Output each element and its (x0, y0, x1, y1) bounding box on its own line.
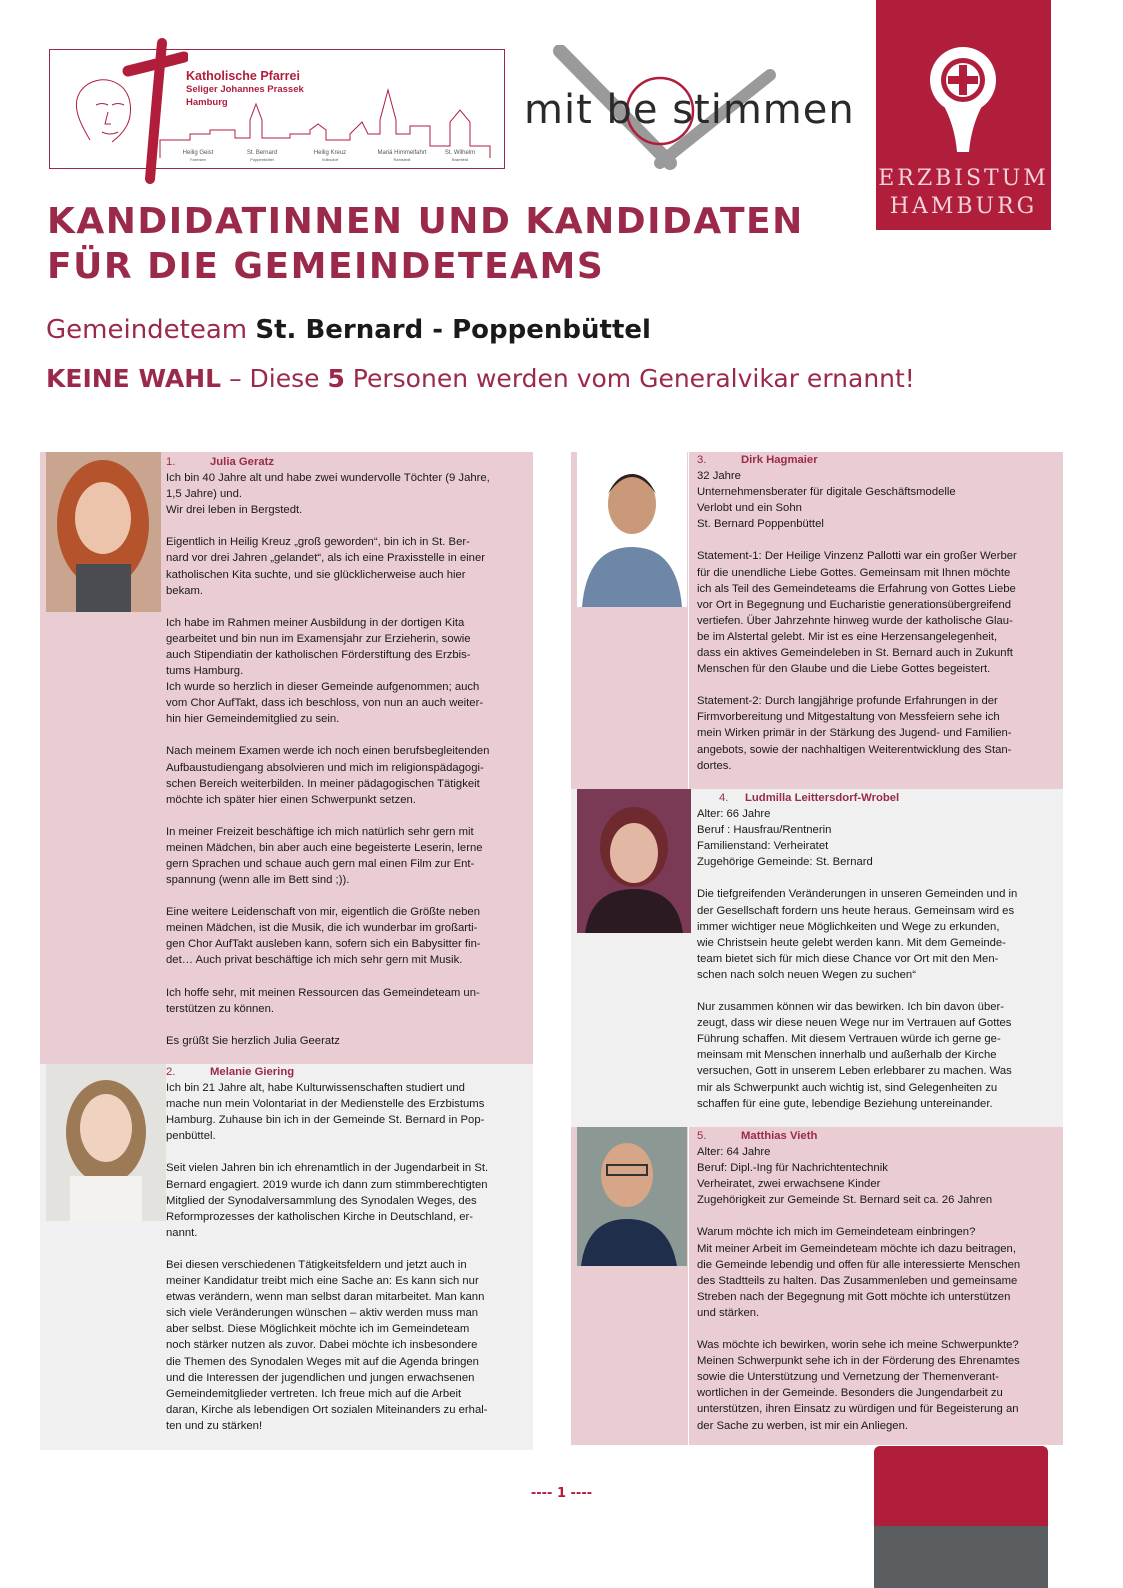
bio-line: Aufbaustudiengang absolvieren und mich im religionspädagogi- (166, 761, 484, 774)
church-place: Poppenbüttel (250, 157, 274, 162)
candidate-heading: 3. Dirk Hagmaier (697, 454, 818, 466)
paragraph-gap (166, 1144, 528, 1160)
bio-line: Ich hoffe sehr, mit meinen Ressourcen das Gemeindeteam un- (166, 986, 480, 999)
bio-line: mir als Schwerpunkt auch wichtig ist, sind Gelegenheiten zu (697, 1081, 998, 1094)
paragraph-gap (697, 1208, 1057, 1224)
bio-line: noch stärker nutzen als zuvor. Dabei möchte ich insbesondere (166, 1339, 478, 1352)
candidate-photo (577, 789, 691, 933)
bio-line: Eine weitere Leidenschaft von mir, eigentlich die Größte neben (166, 906, 480, 919)
bio-line: Warum möchte ich mich im Gemeindeteam einbringen? (697, 1226, 976, 1239)
candidate-photo (577, 452, 687, 607)
bio-line: 1,5 Jahre) und. (166, 488, 242, 501)
paragraph-gap (166, 599, 528, 615)
bio-line: Mit meiner Arbeit im Gemeindeteam möchte ich dazu beitragen, (697, 1242, 1016, 1255)
bio-line: Ich bin 21 Jahre alt, habe Kulturwissenschaften studiert und (166, 1082, 465, 1095)
church-name: St. Wilhelm (444, 150, 476, 156)
bio-line: Die tiefgreifenden Veränderungen in unseren Gemeinden und in (697, 888, 1018, 901)
bio-line: auch Stipendiatin der katholischen Förderstiftung des Erzbis- (166, 648, 471, 661)
bio-line: etwas verändern, wenn man selbst daran mitarbeitet. Man kann (166, 1291, 485, 1304)
bio-line: Meinen Schwerpunkt sehe ich in der Förderung des Ehrenamtes (697, 1355, 1020, 1368)
bio-line: nard vor drei Jahren „gelandet“, als ich eine Praxisstelle in einer (166, 552, 485, 565)
church-name: Heilig Kreuz (313, 150, 347, 156)
paragraph-gap (166, 1241, 528, 1257)
bio-line: tums Hamburg. (166, 665, 244, 678)
bio-line: Gemeindemitglieder vertreten. Ich freue mich auf die Arbeit (166, 1387, 462, 1400)
paragraph-gap (166, 969, 528, 985)
bio-line: gearbeitet und bin nun im Examensjahr zur Erzieherin, sowie (166, 632, 471, 645)
bio-line: daran, Kirche als lebendigen Ort sozialen Miteinanders zu erhal- (166, 1403, 488, 1416)
candidate-card-1 (40, 452, 533, 1064)
bio-line: Familienstand: Verheiratet (697, 840, 829, 853)
bio-line: Streben nach der Begegnung mit Gott möchte ich unterstützen (697, 1290, 1011, 1303)
church-place: Bramfeld (451, 157, 468, 162)
bio-line: und stärken. (697, 1306, 760, 1319)
candidate-heading: 1. Julia Geratz (166, 456, 275, 468)
bio-line: des Stadtteils zu halten. Das Zusammenleben und gemeinsame (697, 1274, 1018, 1287)
bio-line: Reformprozesses der katholischen Kirche in Deutschland, er- (166, 1210, 474, 1223)
bio-line: die Gemeinde lebendig und offen für alle interessierte Menschen (697, 1258, 1021, 1271)
team-subtitle: Gemeindeteam St. Bernard - Poppenbüttel (46, 315, 651, 345)
church-place: Rahlstedt (393, 157, 411, 162)
bio-line: 32 Jahre (697, 470, 741, 483)
bio-line: dortes. (697, 759, 732, 772)
bio-line: Führung schaffen. Mit diesem Vertrauen würde ich gerne ge- (697, 1033, 1001, 1046)
bio-line: schen nach solch neuen Wegen zu suchen“ (697, 968, 916, 981)
corner-decoration (874, 1446, 1048, 1526)
bio-line: schen Bereich weiterbilden. In meiner pädagogischen Tätigkeit (166, 777, 480, 790)
bio-line: Beruf: Dipl.-Ing für Nachrichtentechnik (697, 1162, 888, 1175)
bio-line: und die Interessen der jugendlichen und jungen erwachsenen (166, 1371, 475, 1384)
candidate-name: Julia Geratz (210, 456, 275, 468)
bio-line: Nach meinem Examen werde ich noch einen berufsbegleitenden (166, 745, 490, 758)
bio-line: aber selbst. Diese Möglichkeit möchte ich im Gemeindeteam (166, 1323, 470, 1336)
bio-line: die Themen des Synodalen Weges mit auf die Agenda bringen (166, 1355, 479, 1368)
bio-line: wie Christsein heute gelebt werden kann. Mit dem Gemeinde- (697, 936, 1006, 949)
column-divider (688, 1127, 689, 1445)
bio-line: zeugt, dass wir diese neuen Wege nur im Vertrauen auf Gottes (697, 1017, 1012, 1030)
bio-line: für die unendliche Liebe Gottes. Gemeinsam mit Ihnen möchte (697, 566, 1011, 579)
bio-line: Beruf : Hausfrau/Rentnerin (697, 824, 832, 837)
bio-line: schaffen für eine gute, lebendige Beziehung untereinander. (697, 1097, 993, 1110)
bio-line: St. Bernard Poppenbüttel (697, 518, 824, 531)
bio-line: möchte ich später hier einen Schwerpunkt setzen. (166, 793, 416, 806)
bio-line: vom Chor AufTakt, dass ich beschloss, von nun an auch weiter- (166, 697, 484, 710)
paragraph-gap (697, 870, 1057, 886)
bio-line: Statement-2: Durch langjährige profunde Erfahrungen in der (697, 695, 998, 708)
paragraph-gap (166, 1017, 528, 1033)
bio-line: Wir drei leben in Bergstedt. (166, 504, 303, 517)
bio-line: Zugehörige Gemeinde: St. Bernard (697, 856, 873, 869)
appointment-notice: KEINE WAHL – Diese 5 Personen werden vom Generalvikar ernannt! (46, 364, 915, 393)
candidate-card-3 (571, 452, 1063, 789)
candidate-text (166, 1064, 528, 1434)
bio-line: versuchen, Gott in unserem Leben erlebbarer zu machen. Was (697, 1065, 1012, 1078)
bio-line: Bernard engagiert. 2019 wurde ich dann zum stimmberechtigten (166, 1178, 488, 1191)
bio-line: immer wichtiger neue Möglichkeiten und Wege zu erkunden, (697, 920, 1000, 933)
candidate-name: Dirk Hagmaier (741, 454, 818, 466)
bio-line: Eigentlich in Heilig Kreuz „groß geworden“, bin ich in St. Ber- (166, 536, 470, 549)
bio-line: In meiner Freizeit beschäftige ich mich natürlich sehr gern mit (166, 825, 474, 838)
bio-line: bekam. (166, 584, 204, 597)
bio-line: Unternehmensberater für digitale Geschäftsmodelle (697, 486, 956, 499)
paragraph-gap (166, 888, 528, 904)
church-name: St. Bernard (246, 150, 278, 156)
paragraph-gap (697, 532, 1057, 548)
bio-line: Zugehörigkeit zur Gemeinde St. Bernard seit ca. 26 Jahren (697, 1194, 993, 1207)
candidate-photo (46, 1064, 166, 1221)
parish-logo (49, 49, 505, 169)
bio-line: team bietet sich für mich diese Chance vor Ort mit den Men- (697, 952, 999, 965)
bio-line: be im Alstertal gelebt. Mir ist es eine Herzensangelegenheit, (697, 630, 998, 643)
paragraph-gap (166, 808, 528, 824)
bio-line: dass ein aktives Gemeindeleben in St. Bernard auch in Zukunft (697, 647, 1013, 660)
candidate-card-2 (40, 1064, 533, 1450)
candidate-text (697, 452, 1057, 774)
candidate-card-5 (571, 1127, 1063, 1445)
bio-line: sowie die Unterstützung und Vernetzung der Themenverant- (697, 1371, 999, 1384)
paragraph-gap (697, 983, 1057, 999)
bio-line: meinen Mädchen, ist die Musik, die ich wunderbar im großarti- (166, 922, 478, 935)
candidate-bio (166, 1080, 528, 1434)
bio-line: spannung (wenn alle im Bett sind ;)). (166, 874, 350, 887)
candidate-bio (166, 470, 528, 1049)
bio-line: Verlobt und ein Sohn (697, 502, 802, 515)
bio-line: Ich bin 40 Jahre alt und habe zwei wundervolle Töchter (9 Jahre, (166, 472, 490, 485)
bio-line: Was möchte ich bewirken, worin sehe ich meine Schwerpunkte? (697, 1339, 1019, 1352)
bio-line: vor Ort in Begegnung und Eucharistie generationsübergreifend (697, 598, 1012, 611)
column-divider (688, 452, 689, 789)
page-number: ---- 1 ---- (530, 1486, 593, 1501)
candidate-name: Ludmilla Leittersdorf-Wrobel (745, 792, 900, 804)
church-place: Volksdorf (321, 157, 339, 162)
candidate-card-4 (571, 789, 1063, 1127)
corner-decoration-dark (874, 1526, 1048, 1588)
page-title: KANDIDATINNEN UND KANDIDATEN FÜR DIE GEMEINDETEAMS (47, 201, 804, 287)
bio-line: Verheiratet, zwei erwachsene Kinder (697, 1178, 881, 1191)
church-list (50, 150, 504, 162)
church-name: Heilig Geist (182, 150, 214, 156)
diocese-logo (876, 0, 1051, 230)
candidate-heading: 4. Ludmilla Leittersdorf-Wrobel (719, 792, 900, 804)
candidate-name: Matthias Vieth (741, 1130, 818, 1142)
candidate-bio (697, 806, 1057, 1112)
bio-line: Es grüßt Sie herzlich Julia Geeratz (166, 1034, 340, 1047)
candidate-text (166, 454, 528, 1049)
bio-line: Ich habe im Rahmen meiner Ausbildung in der dortigen Kita (166, 616, 465, 629)
bio-line: Hamburg. Zuhause bin ich in der Gemeinde St. Bernard in Pop- (166, 1114, 485, 1127)
candidate-heading: 5. Matthias Vieth (697, 1130, 818, 1142)
candidate-text (697, 790, 1057, 1112)
paragraph-gap (697, 1321, 1057, 1337)
bio-line: gern Sprachen und schaue auch gern mal einen Film zur Ent- (166, 857, 475, 870)
bio-line: sich viele Veränderungen wünschen – aktiv werden muss man (166, 1307, 479, 1320)
bio-line: Firmvorbereitung und Mitgestaltung von Messfeiern sehe ich (697, 711, 1000, 724)
bio-line: Nur zusammen können wir das bewirken. Ich bin davon über- (697, 1001, 1005, 1014)
candidate-photo (46, 452, 161, 612)
bio-line: katholischen Kita suchte, und sie glücklicherweise auch hier (166, 568, 466, 581)
church-place: Farmsen (190, 157, 206, 162)
bio-line: Alter: 66 Jahre (697, 808, 771, 821)
bio-line: vertiefen. Über Jahrzehnte hinweg wurde der katholische Glau- (697, 614, 1013, 627)
candidate-bio (697, 1144, 1057, 1434)
bio-line: det… Auch privat beschäftige ich mich sehr gern mit Musik. (166, 954, 463, 967)
bio-line: meiner Kandidatur treibt mich eine Sache an: Es kann sich nur (166, 1275, 479, 1288)
candidate-heading: 2. Melanie Giering (166, 1066, 295, 1078)
bio-line: Mitglied der Synodalversammlung des Synodalen Weges, des (166, 1194, 477, 1207)
key-cross-icon (921, 40, 1006, 155)
bio-line: der Gesellschaft fordern uns heute heraus. Gemeinsam wird es (697, 904, 1015, 917)
bio-line: Seit vielen Jahren bin ich ehrenamtlich in der Jugendarbeit in St. (166, 1162, 489, 1175)
candidate-bio (697, 468, 1057, 774)
bio-line: angebots, sowie der nachhaltigen Weiterentwicklung des Stan- (697, 743, 1012, 756)
bio-line: hin hier Gemeindemitglied zu sein. (166, 713, 340, 726)
bio-line: ich als Teil des Gemeindeteams die Erfahrung von Gottes Liebe (697, 582, 1016, 595)
campaign-wordmark: mit be stimmen (524, 87, 855, 133)
bio-line: meinen Mädchen, bin aber auch eine begeisterte Leserin, lerne (166, 841, 483, 854)
candidate-photo (577, 1127, 687, 1266)
bio-line: Ich wurde so herzlich in dieser Gemeinde aufgenommen; auch (166, 681, 480, 694)
bio-line: ten und zu stärken! (166, 1419, 263, 1432)
bio-line: mache nun mein Volontariat in der Medienstelle des Erzbistums (166, 1098, 485, 1111)
paragraph-gap (697, 677, 1057, 693)
paragraph-gap (166, 518, 528, 534)
bio-line: Alter: 64 Jahre (697, 1146, 771, 1159)
candidate-name: Melanie Giering (210, 1066, 295, 1078)
candidate-text (697, 1128, 1057, 1434)
bio-line: Bei diesen verschiedenen Tätigkeitsfeldern und jetzt auch in (166, 1258, 467, 1271)
parish-name: Katholische Pfarrei Seliger Johannes Prassek Hamburg (186, 69, 304, 108)
bio-line: terstützen zu können. (166, 1002, 275, 1015)
bio-line: wortlichen in der Gemeinde. Besonders die Jungendarbeit zu (697, 1387, 1003, 1400)
paragraph-gap (166, 727, 528, 743)
bio-line: gen Chor AufTakt ausleben kann, sofern sich ein Babysitter fin- (166, 938, 481, 951)
bio-line: Statement-1: Der Heilige Vinzenz Pallotti war ein großer Werber (697, 550, 1017, 563)
bio-line: Menschen für den Glaube und die Liebe Gottes begeistert. (697, 663, 991, 676)
bio-line: penbüttel. (166, 1130, 216, 1143)
bio-line: der Sache zu werben, ist mir ein Anliegen. (697, 1419, 908, 1432)
bio-line: nannt. (166, 1226, 198, 1239)
bio-line: meinsam mit Menschen innerhalb und außerhalb der Kirche (697, 1049, 997, 1062)
diocese-name-line2: HAMBURG (889, 194, 1038, 219)
bio-line: mein Wirken primär in der Stärkung des Jugend- und Familien- (697, 727, 1012, 740)
church-name: Mariä Himmelfahrt (377, 150, 427, 156)
mitbestimmen-logo (520, 45, 855, 170)
cross-icon (118, 37, 188, 187)
bio-line: unterstützen, ihren Einsatz zu würdigen und für Begeisterung an (697, 1403, 1019, 1416)
diocese-name-line1: ERZBISTUM (878, 166, 1049, 191)
